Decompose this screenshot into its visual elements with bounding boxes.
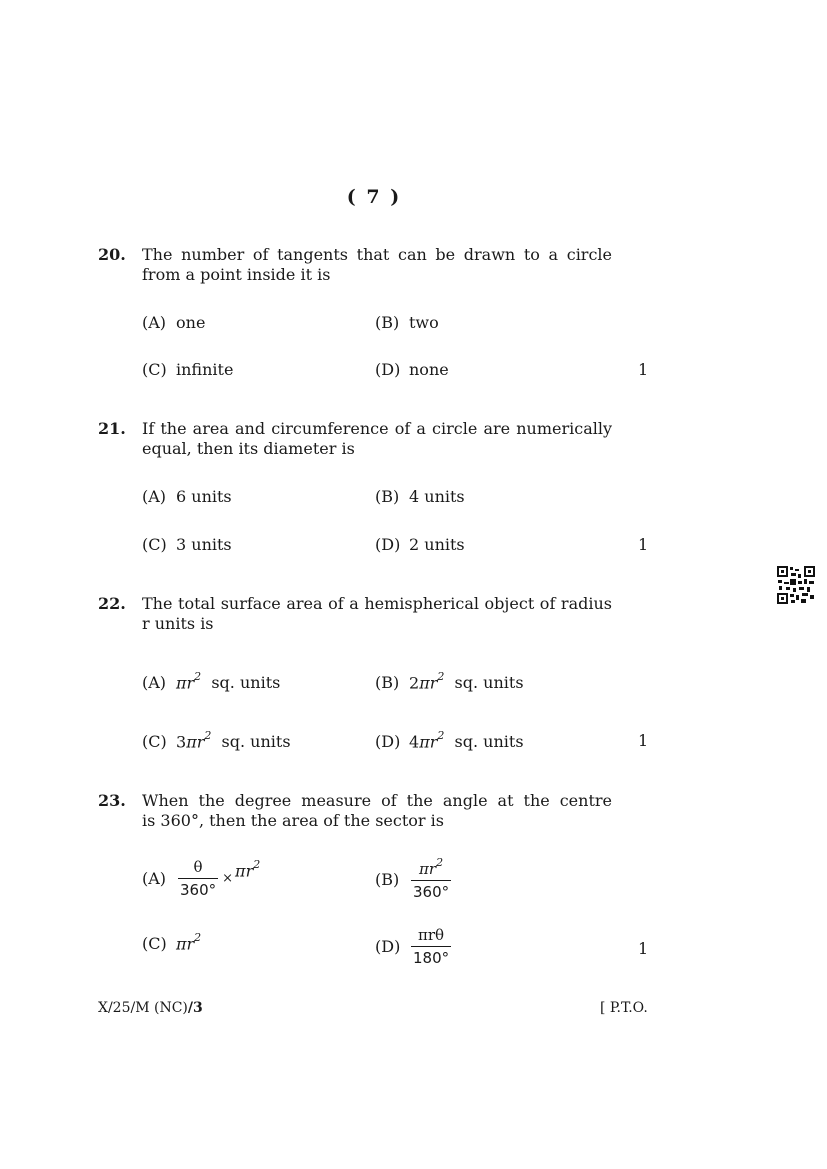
option-label: (B) bbox=[375, 487, 400, 506]
option-label: (B) bbox=[375, 870, 400, 889]
option-label: (C) bbox=[142, 933, 167, 953]
option-math: $\pi r^2$ bbox=[235, 858, 261, 881]
question-number: 22. bbox=[98, 594, 126, 613]
option-a[interactable] bbox=[142, 313, 205, 332]
option-text: infinite bbox=[176, 360, 234, 379]
option-b[interactable] bbox=[375, 313, 439, 332]
option-c[interactable] bbox=[142, 535, 232, 554]
option-math: $4\pi r^2$ bbox=[409, 729, 445, 752]
question-line: equal, then its diameter is bbox=[142, 439, 355, 458]
option-c[interactable] bbox=[142, 731, 291, 751]
option-unit: sq. units bbox=[454, 672, 524, 692]
option-a[interactable] bbox=[142, 487, 232, 506]
option-label: (C) bbox=[142, 535, 167, 554]
question-number: 20. bbox=[98, 245, 126, 264]
question-line: from a point inside it is bbox=[142, 265, 331, 284]
qr-code-icon bbox=[776, 565, 816, 605]
option-label: (A) bbox=[142, 313, 167, 332]
fraction-numerator: $\pi r^2$ bbox=[419, 856, 444, 878]
option-text: 4 units bbox=[409, 487, 465, 506]
option-text: two bbox=[409, 313, 439, 332]
option-d[interactable] bbox=[375, 535, 465, 554]
option-label: (C) bbox=[142, 731, 167, 751]
option-b[interactable] bbox=[375, 487, 465, 506]
times-sign: × bbox=[222, 871, 234, 886]
page-number: ( 7 ) bbox=[346, 186, 402, 208]
option-unit: sq. units bbox=[221, 731, 291, 751]
pto-label: [ P.T.O. bbox=[600, 1000, 648, 1016]
option-unit: sq. units bbox=[211, 672, 281, 692]
option-label: (D) bbox=[375, 937, 401, 956]
question-text bbox=[142, 419, 612, 459]
option-math: $3\pi r^2$ bbox=[176, 729, 212, 752]
question-line: The number of tangents that can be drawn to a circle bbox=[142, 245, 612, 264]
paper-code: X/25/M (NC)/3 bbox=[98, 1000, 203, 1016]
option-b[interactable] bbox=[375, 858, 453, 901]
question-line: The total surface area of a hemispherical object of radius bbox=[142, 594, 612, 613]
question-line: r units is bbox=[142, 614, 214, 633]
marks: 1 bbox=[638, 939, 649, 958]
option-label: (D) bbox=[375, 535, 401, 554]
option-text: 2 units bbox=[409, 535, 465, 554]
option-math: $\pi r^2$ bbox=[176, 670, 202, 693]
option-d[interactable] bbox=[375, 360, 449, 379]
option-label: (C) bbox=[142, 360, 167, 379]
option-a[interactable] bbox=[142, 672, 280, 692]
option-text: none bbox=[409, 360, 449, 379]
option-unit: sq. units bbox=[454, 731, 524, 751]
option-d[interactable] bbox=[375, 731, 524, 751]
marks: 1 bbox=[638, 535, 649, 554]
question-line: When the degree measure of the angle at the centre bbox=[142, 791, 612, 810]
option-label: (D) bbox=[375, 360, 401, 379]
option-a[interactable] bbox=[142, 858, 260, 899]
option-math: $\pi r^2$ bbox=[176, 931, 202, 954]
option-label: (A) bbox=[142, 672, 167, 692]
option-label: (B) bbox=[375, 672, 400, 692]
fraction bbox=[411, 858, 451, 901]
option-label: (A) bbox=[142, 869, 167, 888]
option-label: (A) bbox=[142, 487, 167, 506]
marks: 1 bbox=[638, 360, 649, 379]
marks: 1 bbox=[638, 731, 649, 750]
question-text bbox=[142, 594, 612, 634]
question-number: 23. bbox=[98, 791, 126, 810]
option-text: 3 units bbox=[176, 535, 232, 554]
fraction-numerator: θ bbox=[193, 858, 203, 876]
question-text bbox=[142, 791, 612, 831]
question-line: is 360°, then the area of the sector is bbox=[142, 811, 444, 830]
option-c[interactable] bbox=[142, 933, 201, 953]
fraction-numerator: πrθ bbox=[418, 926, 445, 944]
fraction bbox=[411, 926, 451, 967]
question-number: 21. bbox=[98, 419, 126, 438]
option-math: $2\pi r^2$ bbox=[409, 670, 445, 693]
option-label: (D) bbox=[375, 731, 401, 751]
option-text: 6 units bbox=[176, 487, 232, 506]
option-label: (B) bbox=[375, 313, 400, 332]
fraction bbox=[178, 858, 218, 899]
question-line: If the area and circumference of a circle are numerically bbox=[142, 419, 612, 438]
fraction-denominator: 360° bbox=[178, 878, 218, 899]
option-c[interactable] bbox=[142, 360, 233, 379]
option-d[interactable] bbox=[375, 926, 453, 967]
question-text bbox=[142, 245, 612, 285]
fraction-denominator: 180° bbox=[411, 946, 451, 967]
fraction-denominator: 360° bbox=[411, 880, 451, 901]
option-b[interactable] bbox=[375, 672, 524, 692]
option-text: one bbox=[176, 313, 206, 332]
